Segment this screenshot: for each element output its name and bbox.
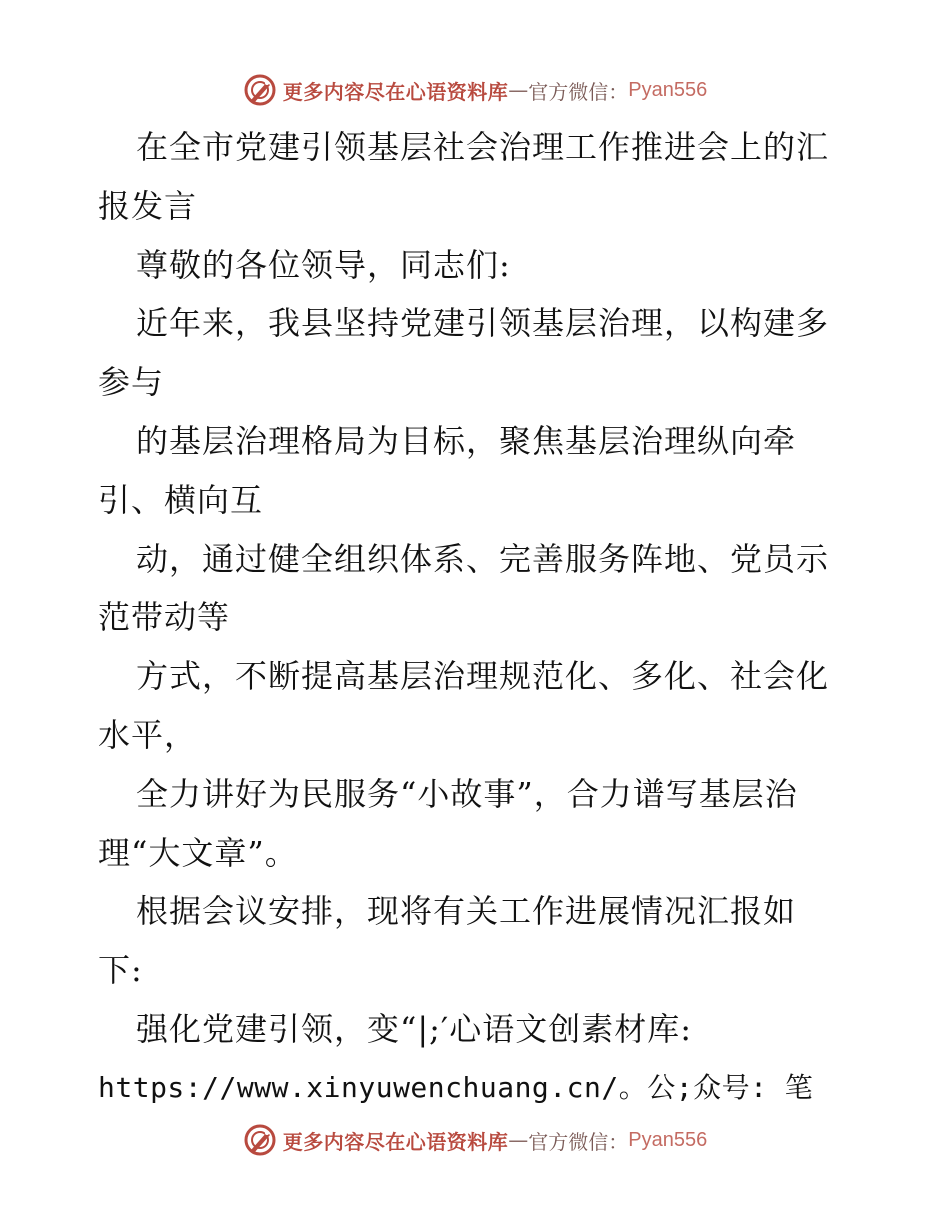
text-line: 参与 [98,363,165,402]
watermark-dash: — [508,1128,529,1152]
text-line: 尊敬的各位领导，同志们: [136,245,511,284]
text-line: 范带动等 [98,598,231,637]
text-line: 引、横向互 [98,480,264,519]
pen-logo-icon [243,1123,277,1157]
text-line: https://www.xinyuwenchuang.cn/。公;众号: 笔 [98,1070,814,1104]
watermark-wechat-id: Pyan556 [628,1128,708,1151]
watermark-footer [0,1120,950,1160]
text-line: 水平， [98,715,198,754]
text-line: 报发言 [98,186,198,225]
text-line: 理“大文章”。 [98,833,298,872]
watermark-dash: — [508,78,529,102]
text-line: 强化党建引领，变“|;′心语文创素材库: [136,1009,692,1048]
text-line: 动，通过健全组织体系、完善服务阵地、党员示 [136,539,830,578]
text-line: 的基层治理格局为目标，聚焦基层治理纵向牵 [136,421,797,460]
watermark-main-text: 更多内容尽在心语资料库 [282,1129,509,1154]
text-line: 在全市党建引领基层社会治理工作推进会上的汇 [136,128,830,166]
text-line: 根据会议安排，现将有关工作进展情况汇报如 [136,892,797,931]
document-body [98,118,858,1118]
watermark-main-text: 更多内容尽在心语资料库 [282,79,509,104]
watermark-wechat-id: Pyan556 [628,78,708,101]
text-line: 下: [98,951,143,990]
text-line: 近年来，我县坚持党建引领基层治理，以构建多 [136,304,830,343]
text-line: 全力讲好为民服务“小故事”，合力谱写基层治 [136,774,798,813]
text-line: 方式，不断提高基层治理规范化、多化、社会化 [136,657,830,696]
watermark-wechat-label: 官方微信： [528,79,629,104]
watermark-header [0,70,950,110]
watermark-wechat-label: 官方微信： [528,1129,629,1154]
pen-logo-icon [243,73,277,107]
